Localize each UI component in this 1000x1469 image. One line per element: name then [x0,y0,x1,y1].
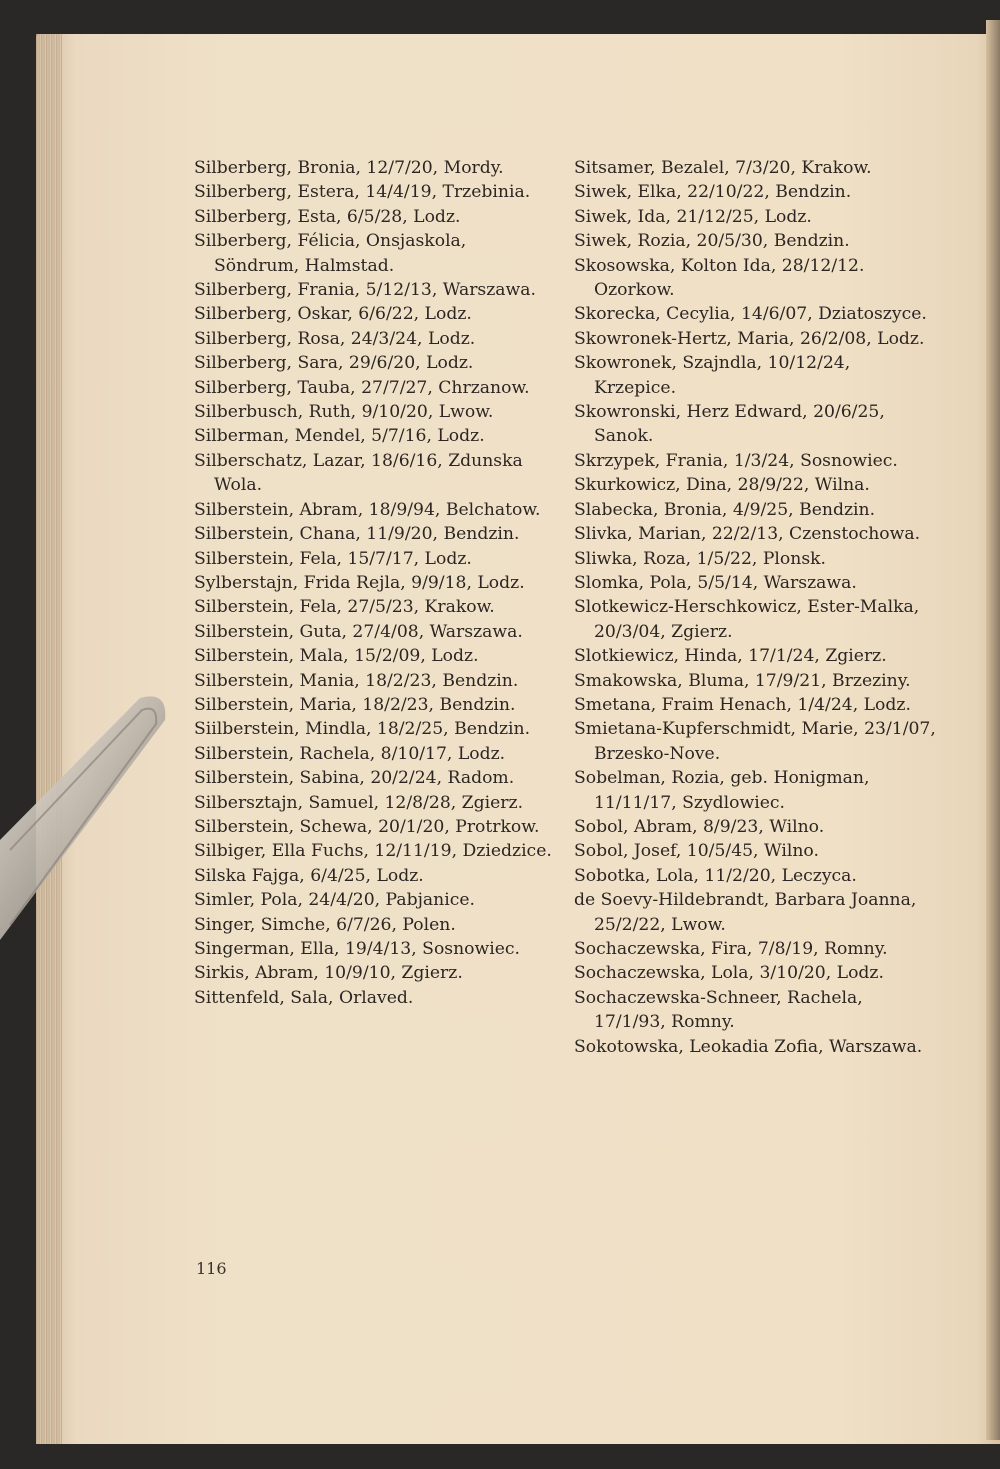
list-item: Silberstein, Maria, 18/2/23, Bendzin. [194,694,516,715]
page-number: 116 [196,1259,227,1278]
letter-opener-icon [0,690,180,950]
list-item: Silberstein, Sabina, 20/2/24, Radom. [194,768,515,789]
list-item: Sobotka, Lola, 11/2/20, Leczyca. [574,865,857,886]
list-item: Skosowska, Kolton Ida, 28/12/12. Ozorkow. [574,255,865,301]
list-item: Silberschatz, Lazar, 18/6/16, Zdunska Wola. [194,450,523,496]
list-item: Silberstein, Fela, 15/7/17, Lodz. [194,548,472,569]
list-item: Smetana, Fraim Henach, 1/4/24, Lodz. [574,694,911,715]
list-item: Silberberg, Sara, 29/6/20, Lodz. [194,353,474,374]
list-item: Siilberstein, Mindla, 18/2/25, Bendzin. [194,719,531,740]
right-column [574,156,936,1059]
list-item: Sobelman, Rozia, geb. Honigman, 11/11/17, Szydlowiec. [574,768,870,813]
list-item: Slabecka, Bronia, 4/9/25, Bendzin. [574,499,876,520]
list-item: Sochaczewska, Lola, 3/10/20, Lodz. [574,963,884,984]
list-item: Silberberg, Tauba, 27/7/27, Chrzanow. [194,377,530,398]
list-item: Slotkiewicz, Hinda, 17/1/24, Zgierz. [574,646,887,667]
list-item: de Soevy-Hildebrandt, Barbara Joanna, 25/2/22, Lwow. [574,890,917,935]
list-item: Silberstein, Fela, 27/5/23, Krakow. [194,597,495,618]
list-item: Sylberstajn, Frida Rejla, 9/9/18, Lodz. [194,572,525,593]
list-item: Silberstein, Mania, 18/2/23, Bendzin. [194,670,519,691]
list-item: Sittenfeld, Sala, Orlaved. [194,987,414,1008]
list-item: Sochaczewska, Fira, 7/8/19, Romny. [574,939,888,959]
list-item: Silberstein, Abram, 18/9/94, Belchatow. [194,499,541,520]
list-item: Slomka, Pola, 5/5/14, Warszawa. [574,572,857,593]
list-item: Silberberg, Oskar, 6/6/22, Lodz. [194,304,472,325]
list-item: Silberstein, Guta, 27/4/08, Warszawa. [194,621,523,642]
list-item: Silberstein, Mala, 15/2/09, Lodz. [194,646,479,667]
list-item: Silberberg, Félicia, Onsjaskola, Söndrum, Halmstad. [194,231,467,276]
list-item: Sobol, Abram, 8/9/23, Wilno. [574,816,825,837]
list-item: Silska Fajga, 6/4/25, Lodz. [194,865,424,886]
list-item: Singer, Simche, 6/7/26, Polen. [194,914,456,935]
list-item: Silberberg, Esta, 6/5/28, Lodz. [194,206,461,227]
list-item: Silberberg, Bronia, 12/7/20, Mordy. [194,158,504,178]
list-item: Siwek, Rozia, 20/5/30, Bendzin. [574,231,850,252]
list-item: Silberman, Mendel, 5/7/16, Lodz. [194,426,485,447]
list-item: Silberberg, Rosa, 24/3/24, Lodz. [194,328,476,349]
list-item: Siwek, Elka, 22/10/22, Bendzin. [574,182,852,203]
list-item: Skrzypek, Frania, 1/3/24, Sosnowiec. [574,450,898,471]
list-item: Silberstein, Chana, 11/9/20, Bendzin. [194,524,520,545]
list-item: Silberbusch, Ruth, 9/10/20, Lwow. [194,402,494,423]
list-item: Silbiger, Ella Fuchs, 12/11/19, Dziedzice. [194,841,552,862]
list-item: Sokotowska, Leokadia Zofia, Warszawa. [574,1036,923,1057]
list-item: Siwek, Ida, 21/12/25, Lodz. [574,206,812,227]
list-item: Sochaczewska-Schneer, Rachela, 17/1/93, Romny. [574,987,863,1033]
list-item: Slotkewicz-Herschkowicz, Ester-Malka, 20/3/04, Zgierz. [574,597,920,642]
list-item: Sitsamer, Bezalel, 7/3/20, Krakow. [574,158,872,178]
list-item: Silberberg, Estera, 14/4/19, Trzebinia. [194,182,531,203]
facing-page-edge [986,20,1000,1440]
list-item: Silberberg, Frania, 5/12/13, Warszawa. [194,280,536,301]
list-item: Sirkis, Abram, 10/9/10, Zgierz. [194,963,463,984]
list-item: Skowronek, Szajndla, 10/12/24, Krzepice. [574,353,851,398]
left-column [194,156,554,1010]
list-item: Silberstein, Schewa, 20/1/20, Protrkow. [194,816,540,837]
list-item: Silbersztajn, Samuel, 12/8/28, Zgierz. [194,792,524,813]
list-item: Sobol, Josef, 10/5/45, Wilno. [574,841,819,862]
list-item: Skowronski, Herz Edward, 20/6/25, Sanok. [574,402,885,447]
list-item: Singerman, Ella, 19/4/13, Sosnowiec. [194,939,521,959]
list-item: Silberstein, Rachela, 8/10/17, Lodz. [194,743,506,764]
list-item: Slivka, Marian, 22/2/13, Czenstochowa. [574,524,921,545]
list-item: Sliwka, Roza, 1/5/22, Plonsk. [574,548,827,569]
list-item: Skorecka, Cecylia, 14/6/07, Dziatoszyce. [574,304,927,325]
list-item: Skurkowicz, Dina, 28/9/22, Wilna. [574,475,870,496]
list-item: Simler, Pola, 24/4/20, Pabjanice. [194,890,476,911]
list-item: Smakowska, Bluma, 17/9/21, Brzeziny. [574,670,911,691]
list-item: Skowronek-Hertz, Maria, 26/2/08, Lodz. [574,328,925,349]
list-item: Smietana-Kupferschmidt, Marie, 23/1/07, Brzesko-Nove. [574,719,936,764]
